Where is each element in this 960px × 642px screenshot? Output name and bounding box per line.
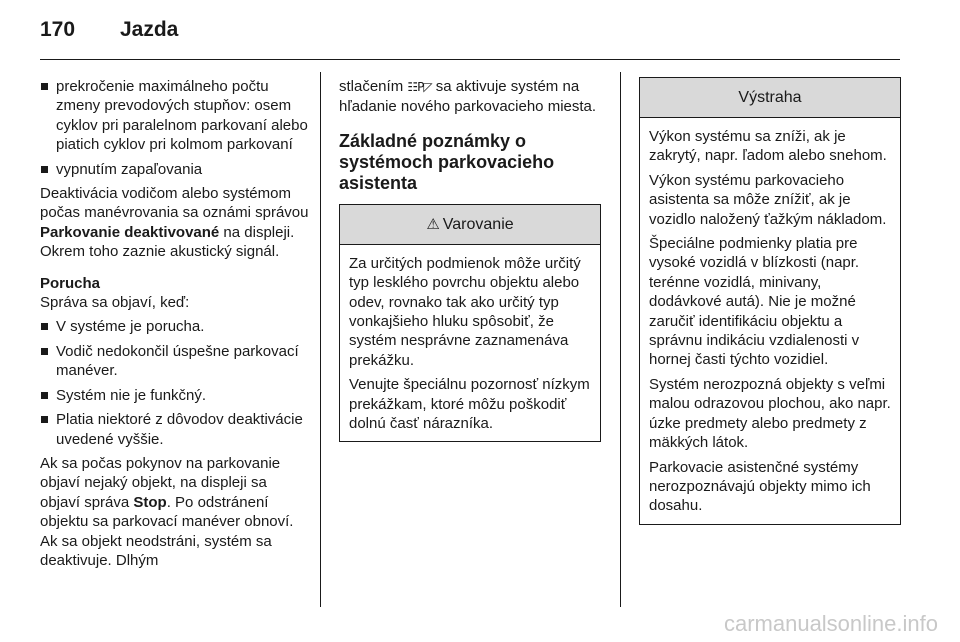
bullet-icon bbox=[41, 83, 48, 90]
list-item: prekročenie maximálneho počtu zmeny prevodových stupňov: osem cyklov pri paralelnom parkovaní alebo piatich cyklov pri kolmom parkovaní bbox=[40, 77, 310, 155]
paragraph: Venujte špeciálnu pozornosť nízkym prekážkam, ktoré môžu poškodiť dolnú časť nárazníka. bbox=[349, 376, 590, 433]
paragraph: Špeciálne podmienky platia pre vysoké vozidlá v blízkosti (napr. terénne vozidlá, minivany, dodávkové autá). Nie je možné zaručiť identifikáciu objektu a správnu indikáciu vzdialenosti v hornej časti týchto vozidiel. bbox=[649, 235, 860, 369]
section-title: Jazda bbox=[120, 18, 179, 41]
fault-intro: Správa sa objaví, keď: bbox=[40, 294, 190, 312]
watermark: carmanualsonline.info bbox=[723, 611, 938, 636]
bullet-icon bbox=[41, 416, 48, 423]
warning-box-header: ⚠ Varovanie bbox=[340, 205, 600, 245]
bullet-icon bbox=[41, 392, 48, 399]
caution-box bbox=[639, 77, 901, 525]
paragraph: Ak sa počas pokynov na parkovanie objaví nejaký objekt, na displeji sa objaví správa Stop. Po odstránení objektu sa parkovací manéver obnoví. Ak sa objekt neodstráni, systém sa deaktivuje. Dlhým bbox=[40, 454, 294, 569]
caution-box-body bbox=[640, 118, 900, 524]
column-1 bbox=[40, 77, 310, 575]
paragraph: stlačením ☷P◸ sa aktivuje systém na hľadanie nového parkovacieho miesta. bbox=[339, 78, 597, 116]
stop-message: Stop bbox=[133, 493, 167, 511]
bullet-icon bbox=[41, 323, 48, 330]
bullet-icon bbox=[41, 166, 48, 173]
list-item: Platia niektoré z dôvodov deaktivácie uvedené vyššie. bbox=[40, 410, 310, 449]
section-heading: Základné poznámky o systémoch parkovacieho asistenta bbox=[339, 130, 555, 193]
page-number: 170 bbox=[40, 18, 76, 41]
paragraph: Parkovacie asistenčné systémy nerozpoznávajú objekty mimo ich dosahu. bbox=[649, 458, 871, 515]
list-item: V systéme je porucha. bbox=[40, 317, 310, 336]
list-item: Systém nie je funkčný. bbox=[40, 386, 310, 405]
bullet-icon bbox=[41, 348, 48, 355]
paragraph: Systém nerozpozná objekty s veľmi malou odrazovou plochou, ako napr. úzke predmety alebo predmety z mäkkých látok. bbox=[649, 375, 891, 452]
paragraph: Výkon systému parkovacieho asistenta sa môže znížiť, ak je vozidlo naložený ťažkým nákladom. bbox=[649, 171, 887, 228]
paragraph: Výkon systému sa zníži, ak je zakrytý, napr. ľadom alebo snehom. bbox=[649, 128, 887, 165]
paragraph: Za určitých podmienok môže určitý typ lesklého povrchu objektu alebo odev, rovnako tak ako určitý typ vonkajšieho hluku spôsobiť, že systém nesprávne zaznamenáva prekážku. bbox=[349, 254, 581, 369]
column-divider bbox=[620, 72, 621, 607]
warning-box bbox=[339, 204, 601, 443]
column-divider bbox=[320, 72, 321, 607]
list-item: vypnutím zapaľovania bbox=[40, 160, 310, 179]
warning-box-body bbox=[340, 245, 600, 442]
header-divider bbox=[40, 59, 900, 60]
paragraph: Deaktivácia vodičom alebo systémom počas manévrovania sa oznámi správou Parkovanie deaktivované na displeji. Okrem toho zaznie akustický signál. bbox=[40, 185, 309, 261]
warning-triangle-icon: ⚠ bbox=[426, 215, 440, 233]
parking-assist-icon: ☷P◸ bbox=[407, 80, 432, 94]
fault-heading: Porucha bbox=[40, 274, 101, 292]
caution-box-header: Výstraha bbox=[640, 78, 900, 118]
list-item: Vodič nedokončil úspešne parkovací manéver. bbox=[40, 342, 310, 381]
column-3 bbox=[639, 77, 901, 525]
column-2 bbox=[339, 77, 601, 442]
display-message: Parkovanie deaktivované bbox=[40, 223, 220, 241]
